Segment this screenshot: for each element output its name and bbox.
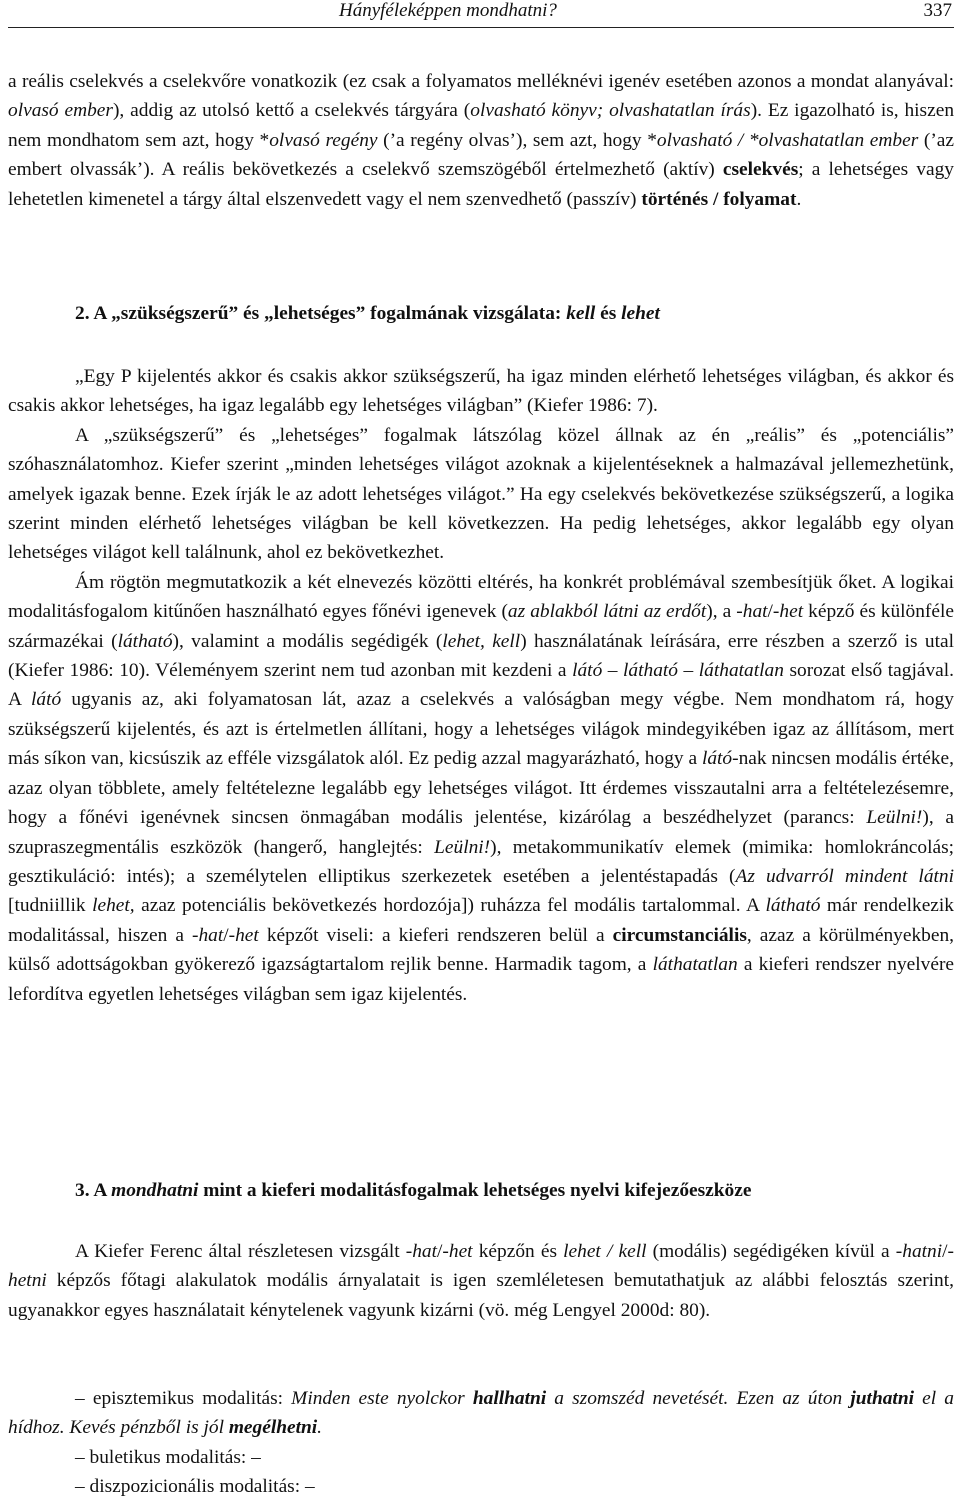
list-item: – diszpozicionális modalitás: –	[75, 1476, 315, 1498]
document-page	[8, 0, 955, 1498]
section-3-paragraph: A Kiefer Ferenc által részletesen vizsgált -hat/-het képzőn és lehet / kell (modális) segédigéken kívül a -hatni/-hetni képzős főtagi alakulatok modális árnyalatait is igen szemléletesen bemutathatjuk az alábbi felosztás szerint, ugyanakkor egyes használatait kénytelenek vagyunk kizárni (vö. még Lengyel 2000d: 80).	[8, 1241, 954, 1321]
section-2-heading: 2. A „szükségszerű” és „lehetséges” fogalmának vizsgálata: kell és lehet	[75, 303, 660, 324]
analysis-paragraph: Ám rögtön megmutatkozik a két elnevezés közötti eltérés, ha konkrét problémával szembesítjük őket. A logikai modalitásfogalom kitűnően használható egyes főnévi igenevek (az ablakból látni az erdőt), a -hat/-het képző és különféle származékai (látható), valamint a modális segédigék (lehet, kell) használatának leírására, erre részben a szerző is utal (Kiefer 1986: 10). Véleményem szerint nem tud azonban mit kezdeni a látó – látható – láthatatlan sorozat első tagjával. A látó ugyanis az, aki folyamatosan lát, azaz a cselekvés a valóságban megy végbe. Nem mondhatom rá, hogy szükségszerű kijelentés, és azt is értelmetlen állítani, hogy a lehetséges világok mindegyikében igaz az állításom, mert más síkon van, kicsúszik az efféle vizsgálatok alól. Ez pedig azzal magyarázható, hogy a látó-nak nincsen modális értéke, azaz olyan többlete, amely feltételezne legalább egy lehetséges világot. Itt érdemes visszautalni arra a feltételezésemre, hogy a főnévi igenévnek sincsen önmagában modális jelentése, kizárólag a beszédhelyzet (parancs: Leülni!), a szupraszegmentális eszközök (hangerő, hanglejtés: Leülni!), metakommunikatív elemek (mimika: homlokráncolás; gesztikuláció: intés); a személytelen elliptikus szerkezetek esetében a jelentéstapadás (Az udvarról mindent látni [tudniillik lehet, azaz potenciális bekövetkezés hordozója]) ruházza fel modális tartalommal. A látható már rendelkezik modalitással, hiszen a -hat/-het képzőt viseli: a kieferi rendszeren belül a circumstanciális, azaz a körülményekben, külső adottságokban gyökerező igazságtartalom rejlik benne. Harmadik tagom, a láthatatlan a kieferi rendszer nyelvére lefordítva egyetlen lehetséges világban sem igaz kijelentés.	[8, 571, 955, 1005]
comparison-paragraph: A „szükségszerű” és „lehetséges” fogalmak látszólag közel állnak az én „reális” és „potenciális” szóhasználatomhoz. Kiefer szerint „minden lehetséges világot azoknak a kijelentéseknek a halmazával jellemezhetünk, amelyek igazak benne. Ezek írják le az adott lehetséges világot.” Ha egy cselekvés bekövetkezése szükségszerű, a logika szerint minden elérhető lehetséges világban be kell következzen. Ha pedig lehetséges, akkor legalább egy olyan lehetséges világot kell találnunk, ahol ez bekövetkezhet.	[8, 424, 954, 564]
list-item: – episztemikus modalitás: Minden este nyolckor hallhatni a szomszéd nevetését. Ezen az úton juthatni el a hídhoz. Kevés pénzből is jól megélhetni.	[8, 1388, 954, 1439]
page-number: 337	[923, 0, 952, 21]
section-3-heading: 3. A mondhatni mint a kieferi modalitásfogalmak lehetséges nyelvi kifejezőeszköze	[75, 1180, 752, 1201]
modality-list	[8, 1384, 954, 1502]
kiefer-quote-paragraph: „Egy P kijelentés akkor és csakis akkor szükségszerű, ha igaz minden elérhető lehetséges világban, és akkor és csakis akkor lehetséges, ha igaz legalább egy lehetséges világban” (Kiefer 1986: 7).	[8, 366, 954, 417]
header-title: Hányféleképpen mondhatni?	[339, 0, 557, 21]
intro-paragraph: a reális cselekvés a cselekvőre vonatkozik (ez csak a folyamatos melléknévi igenév esetében azonos a mondat alanyával: olvasó ember), addig az utolsó kettő a cselekvés tárgyára (olvasható könyv; olvashatatlan írás). Ez igazolható is, hiszen nem mondhatom sem azt, hogy *olvasó regény (’a regény olvas’), sem azt, hogy *olvasható / *olvashatatlan ember (’az embert olvassák’). A reális bekövetkezés a cselekvő szemszögéből értelmezhető (aktív) cselekvés; a lehetséges vagy lehetetlen kimenetel a tárgy által elszenvedett vagy el nem szenvedhető (passzív) történés / folyamat.	[8, 71, 955, 210]
section-2-body	[8, 362, 954, 1009]
running-header	[8, 0, 954, 28]
list-item: – buletikus modalitás: –	[75, 1446, 261, 1468]
